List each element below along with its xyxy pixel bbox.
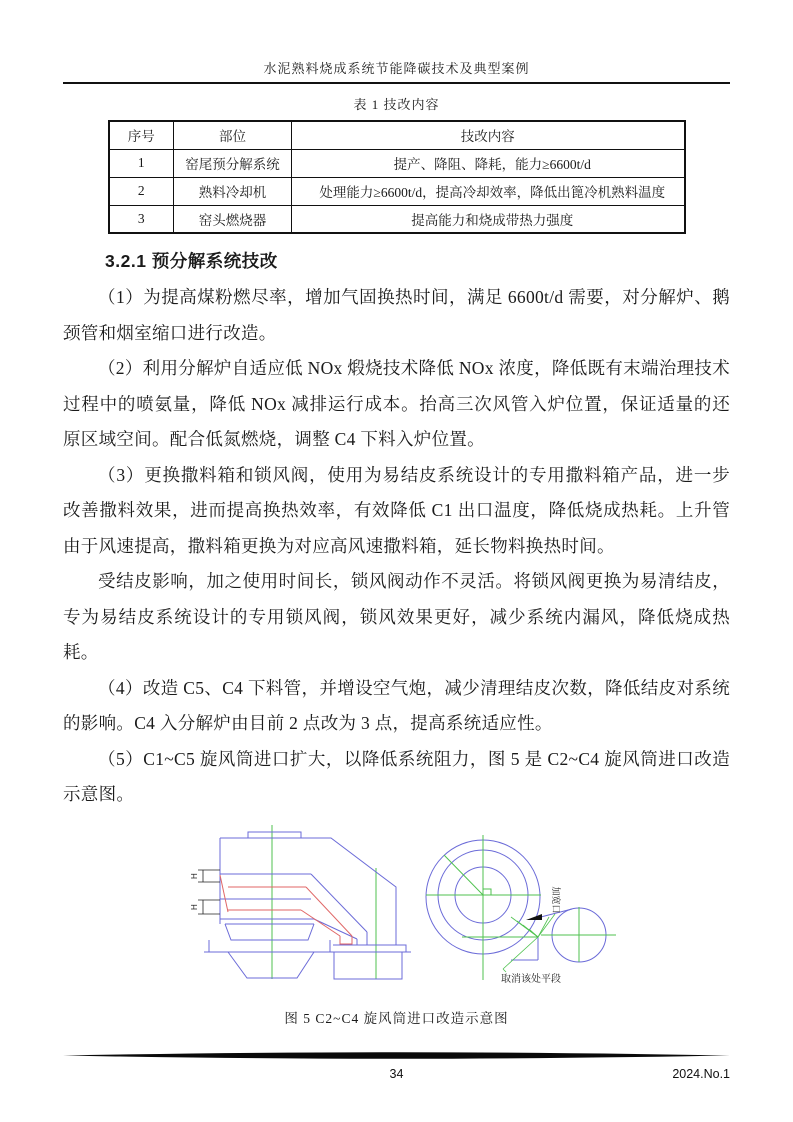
running-head-title: 水泥熟料烧成系统节能降碳技术及典型案例 bbox=[263, 61, 530, 76]
figure-caption: 图 5 C2~C4 旋风筒进口改造示意图 bbox=[284, 1010, 509, 1026]
paragraph: （3）更换撒料箱和锁风阀，使用为易结皮系统设计的专用撒料箱产品，进一步改善撒料效果，进而提高换热效率，有效降低 C1 出口温度，降低烧成热耗。上升管由于风速提高，撒料箱更换为对应高风速撒料箱，延长物料换热时间。 bbox=[63, 464, 730, 556]
footer-row bbox=[63, 1067, 730, 1085]
cell-content: 提高能力和烧成带热力强度 bbox=[292, 205, 685, 233]
page-number: 34 bbox=[389, 1067, 404, 1081]
widen-port-label: 加宽口 bbox=[551, 885, 561, 914]
paragraph: （1）为提高煤粉燃尽率，增加气固换热时间，满足 6600t/d 需要，对分解炉、鹅颈管和烟室缩口进行改造。 bbox=[63, 287, 730, 343]
footer-rule bbox=[63, 1052, 730, 1059]
col-header-part: 部位 bbox=[174, 121, 292, 149]
dimension-marks bbox=[198, 870, 220, 914]
table-row bbox=[109, 177, 685, 205]
issue-number: 2024.No.1 bbox=[672, 1067, 730, 1081]
cell-serial: 3 bbox=[109, 205, 174, 233]
paragraph: （5）C1~C5 旋风筒进口扩大，以降低系统阻力，图 5 是 C2~C4 旋风筒进口改造示意图。 bbox=[63, 748, 730, 804]
table-caption: 表 1 技改内容 bbox=[353, 97, 440, 112]
cell-part: 窑头燃烧器 bbox=[174, 205, 292, 233]
section-heading: 3.2.1 预分解系统技改 bbox=[105, 251, 278, 271]
cell-content: 处理能力≥6600t/d，提高冷却效率，降低出篦冷机熟料温度 bbox=[292, 177, 685, 205]
paragraph: 受结皮影响，加之使用时间长，锁风阀动作不灵活。将锁风阀更换为易清结皮，专为易结皮系统设计的专用锁风阀，锁风效果更好，减少系统内漏风，降低烧成热耗。 bbox=[63, 571, 730, 662]
paragraph: （2）利用分解炉自适应低 NOx 煅烧技术降低 NOx 浓度，降低既有末端治理技术过程中的喷氨量，降低 NOx 减排运行成本。抬高三次风管入炉位置，保证适量的还原区域空间。配合低氮燃烧，调整 C4 下料入炉位置。 bbox=[63, 358, 730, 449]
col-header-serial: 序号 bbox=[109, 121, 174, 149]
cell-part: 熟料冷却机 bbox=[174, 177, 292, 205]
cyclone-outline-left bbox=[204, 832, 411, 979]
table-row bbox=[109, 205, 685, 233]
table-row bbox=[109, 149, 685, 177]
cancel-flat-label: 取消该处平段 bbox=[501, 973, 561, 985]
modified-inlet-lines bbox=[220, 875, 352, 944]
cad-drawing bbox=[181, 822, 626, 994]
fan-leader-lines bbox=[503, 914, 555, 972]
cell-serial: 1 bbox=[109, 149, 174, 177]
modification-table bbox=[108, 120, 686, 234]
page-footer bbox=[63, 1046, 730, 1085]
col-header-content: 技改内容 bbox=[292, 121, 685, 149]
table-header-row bbox=[109, 121, 685, 149]
page-content bbox=[63, 58, 730, 1027]
centerlines-right bbox=[426, 835, 616, 980]
widened-port-wedge bbox=[526, 914, 542, 920]
figure-5 bbox=[181, 822, 730, 999]
cell-serial: 2 bbox=[109, 177, 174, 205]
dim-label-h2: H bbox=[190, 903, 199, 910]
paragraph: （4）改造 C5、C4 下料管，并增设空气炮，减少清理结皮次数，降低结皮对系统的影响。C4 入分解炉由目前 2 点改为 3 点，提高系统适应性。 bbox=[63, 677, 730, 733]
cell-content: 提产、降阻、降耗，能力≥6600t/d bbox=[292, 149, 685, 177]
header-rule bbox=[63, 82, 730, 84]
centerlines-left bbox=[272, 825, 376, 979]
body-text bbox=[63, 280, 730, 813]
cell-part: 窑尾预分解系统 bbox=[174, 149, 292, 177]
dim-label-h1: H bbox=[190, 872, 199, 879]
